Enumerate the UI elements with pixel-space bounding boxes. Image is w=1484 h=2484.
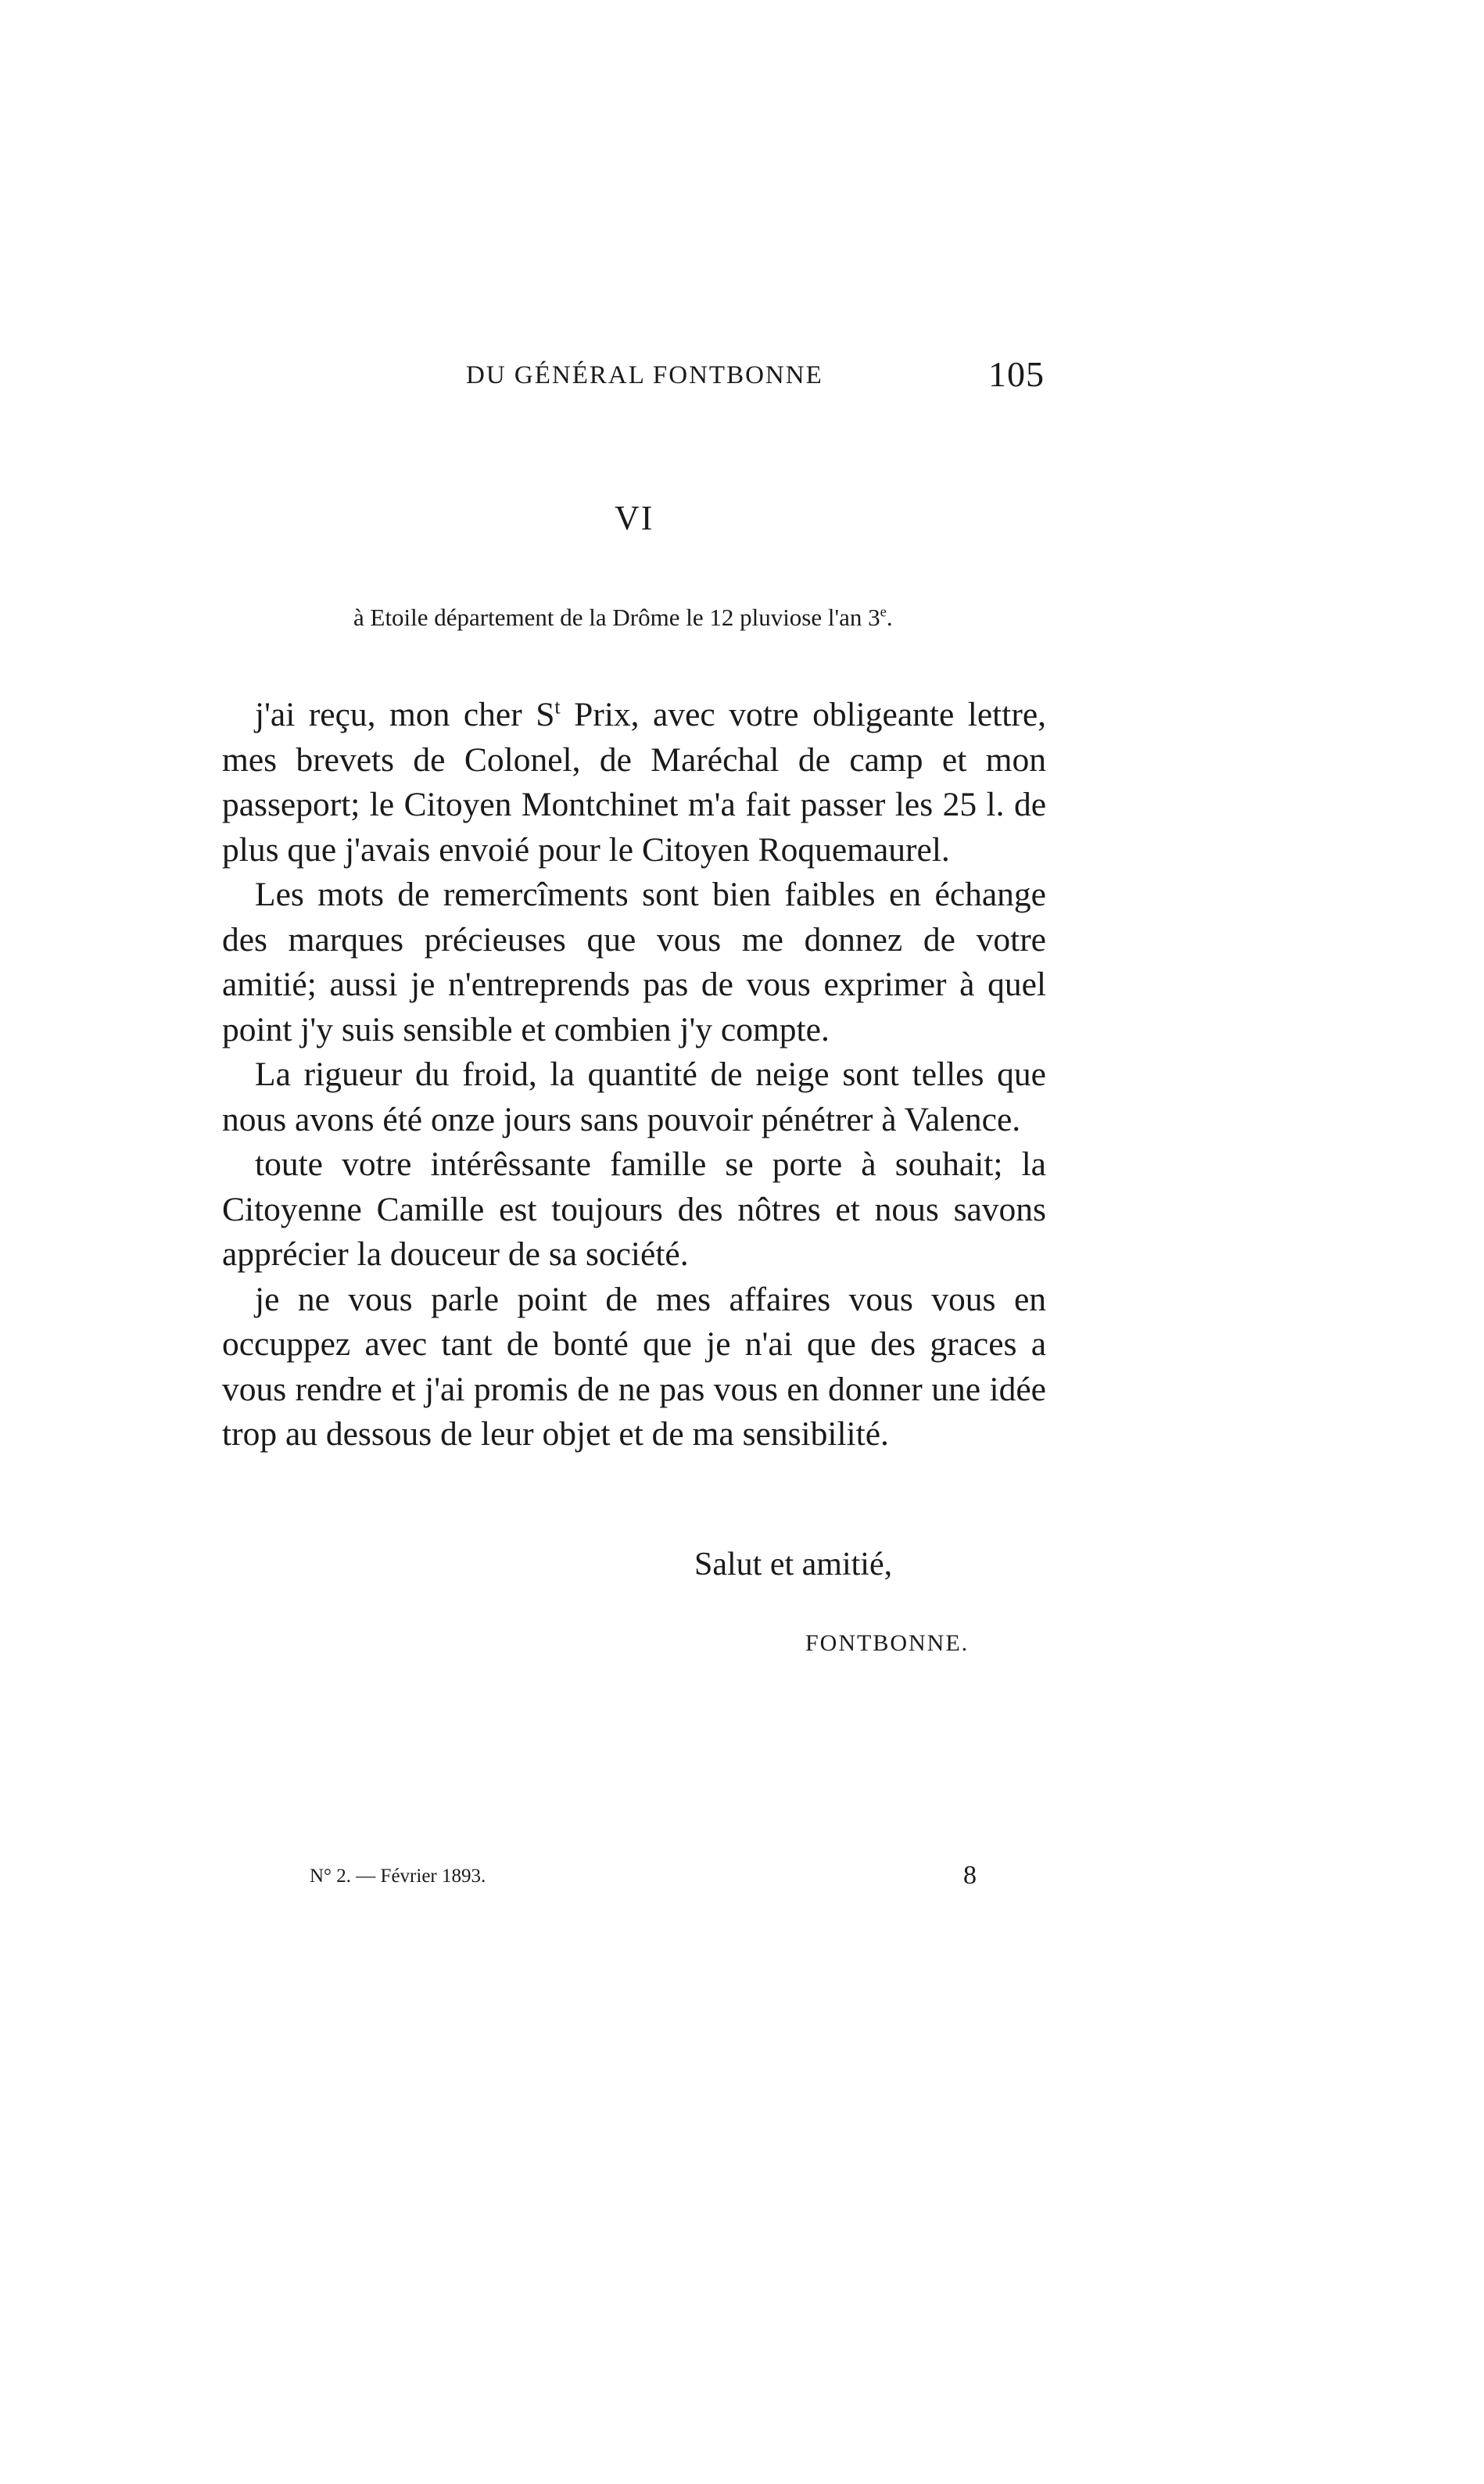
page-number: 105 xyxy=(988,354,1045,394)
running-title: DU GÉNÉRAL FONTBONNE xyxy=(466,361,823,389)
letter-paragraph-3: La rigueur du froid, la quantité de neige sont telles que nous avons été onze jours sans pouvoir pénétrer à Valence. xyxy=(222,1056,1046,1138)
dateline-text: à Etoile département de la Drôme le 12 pluviose l'an 3 xyxy=(353,604,880,631)
signature: FONTBONNE. xyxy=(805,1630,970,1656)
letter-paragraph-1 xyxy=(222,693,1046,873)
letter-dateline xyxy=(353,604,893,632)
page-header xyxy=(0,353,1484,400)
letter-paragraph-5: je ne vous parle point de mes affaires vous vous en occuppez avec tant de bonté que je n'ai que des graces a vous rendre et j'ai promis de ne pas vous en donner une idée trop au dessous de leur objet et de ma sensibilité. xyxy=(222,1280,1046,1453)
letter-paragraph-2: Les mots de remercîments sont bien faibles en échange des marques précieuses que vous me donnez de votre amitié; aussi je n'entreprends pas de vous exprimer à quel point j'y suis sensible et combien j'y compte. xyxy=(222,876,1046,1048)
letter-paragraph-4: toute votre intérêssante famille se porte à souhait; la Citoyenne Camille est toujours des nôtres et nous savons apprécier la douceur de sa société. xyxy=(222,1145,1046,1273)
dateline-suffix: e xyxy=(880,604,887,621)
section-numeral: VI xyxy=(615,499,654,537)
p1-superscript: t xyxy=(554,695,561,719)
footer-issue: N° 2. — Février 1893. xyxy=(310,1866,486,1887)
closing-salutation: Salut et amitié, xyxy=(694,1547,893,1583)
p1-rest: Prix, avec votre obligeante lettre, mes brevets de Colonel, de Maréchal de camp et mon passeport; le Citoyen Montchinet m'a fait passer les 25 l. de plus que j'avais envoié pour le Citoyen Roquemaurel. xyxy=(222,696,1047,869)
letter-body xyxy=(222,693,1046,1457)
dateline-end: . xyxy=(886,604,893,631)
p1-start: j'ai reçu, mon cher S xyxy=(255,696,555,733)
footer-signature-mark: 8 xyxy=(963,1861,977,1890)
